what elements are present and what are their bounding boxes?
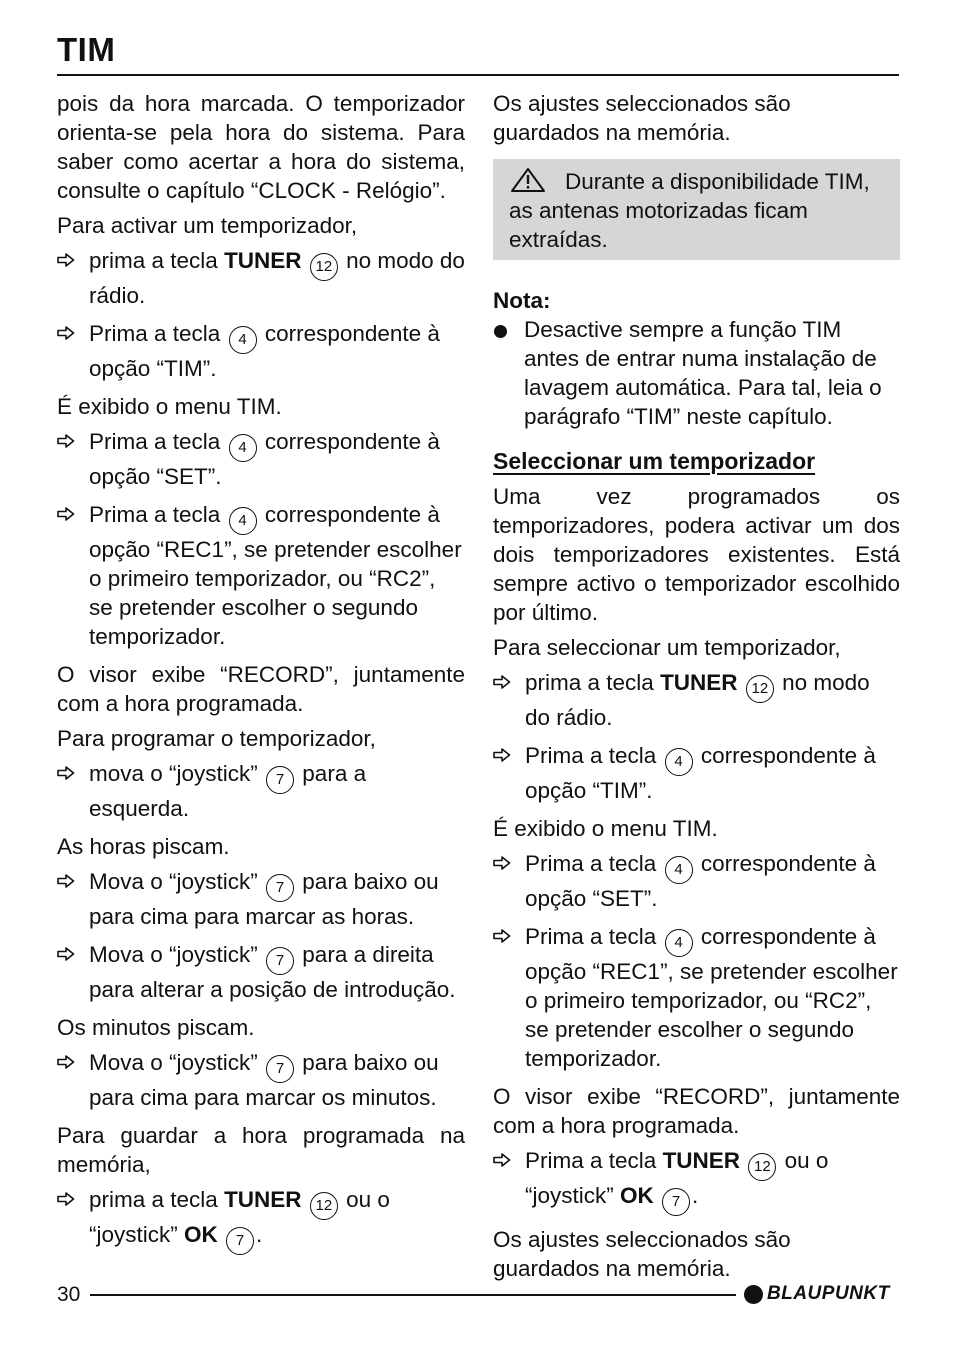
arrow-icon: [57, 759, 79, 788]
instruction-step: prima a tecla TUNER 12 no modo do rádio.: [57, 246, 465, 310]
paragraph: O visor exibe “RECORD”, juntamente com a hora programada.: [57, 662, 465, 716]
bullet-icon: [494, 325, 507, 338]
key-number: 4: [229, 326, 257, 354]
paragraph: Para programar o temporizador,: [57, 726, 376, 751]
paragraph: É exibido o menu TIM.: [493, 816, 718, 841]
arrow-icon: [493, 922, 515, 951]
arrow-icon: [57, 1185, 79, 1214]
arrow-icon: [493, 849, 515, 878]
instruction-step: Prima a tecla 4 correspondente à opção “TIM”.: [57, 319, 465, 383]
key-number: 4: [665, 856, 693, 884]
key-number: 7: [266, 874, 294, 902]
paragraph: Para guardar a hora programada na memória,: [57, 1123, 465, 1177]
section-heading: Seleccionar um temporizador: [493, 448, 816, 474]
key-number: 7: [662, 1188, 690, 1216]
arrow-icon: [57, 246, 79, 275]
key-number: 7: [266, 766, 294, 794]
paragraph: Os ajustes seleccionados são guardados na memória.: [493, 91, 791, 145]
arrow-icon: [57, 427, 79, 456]
right-column: [493, 89, 900, 1289]
key-number: 12: [310, 253, 338, 281]
arrow-icon: [57, 500, 79, 529]
note-bullet: Desactive sempre a função TIM antes de entrar numa instalação de lavagem automática. Para tal, leia o parágrafo “TIM” neste capítulo.: [493, 315, 900, 431]
left-column: [57, 89, 465, 1264]
instruction-step: mova o “joystick” 7 para a esquerda.: [57, 759, 465, 823]
instruction-step: Prima a tecla 4 correspondente à opção “SET”.: [493, 849, 900, 913]
key-number: 12: [746, 675, 774, 703]
instruction-step: prima a tecla TUNER 12 no modo do rádio.: [493, 668, 900, 732]
header-rule: [57, 74, 899, 76]
instruction-step: Mova o “joystick” 7 para baixo ou para cima para marcar as horas.: [57, 867, 465, 931]
instruction-step: Prima a tecla 4 correspondente à opção “REC1”, se pretender escolher o primeiro temporizador, ou “RC2”, se pretender escolher o segundo temporizador.: [493, 922, 900, 1073]
page-title: TIM: [57, 31, 116, 68]
key-number: 4: [665, 748, 693, 776]
brand-logo: [744, 1282, 890, 1306]
instruction-step: Prima a tecla 4 correspondente à opção “TIM”.: [493, 741, 900, 805]
key-number: 4: [229, 507, 257, 535]
arrow-icon: [57, 1048, 79, 1077]
key-number: 4: [229, 434, 257, 462]
arrow-icon: [493, 668, 515, 697]
instruction-step: Mova o “joystick” 7 para baixo ou para cima para marcar os minutos.: [57, 1048, 465, 1112]
footer-rule: [90, 1294, 736, 1296]
arrow-icon: [57, 867, 79, 896]
warning-icon: [509, 167, 547, 193]
note-title: Nota:: [493, 288, 551, 313]
key-number: 12: [310, 1192, 338, 1220]
paragraph: pois da hora marcada. O temporizador orienta-se pela hora do sistema. Para saber como acertar a hora do sistema, consulte o capítulo “CLOCK - Relógio”.: [57, 91, 465, 203]
key-number: 12: [748, 1153, 776, 1181]
key-number: 4: [665, 929, 693, 957]
arrow-icon: [57, 940, 79, 969]
paragraph: Os minutos piscam.: [57, 1015, 255, 1040]
paragraph: Para activar um temporizador,: [57, 213, 358, 238]
paragraph: As horas piscam.: [57, 834, 230, 859]
arrow-icon: [493, 1146, 515, 1175]
key-number: 7: [266, 947, 294, 975]
key-number: 7: [226, 1227, 254, 1255]
instruction-step: Prima a tecla 4 correspondente à opção “REC1”, se pretender escolher o primeiro temporizador, ou “RC2”, se pretender escolher o segundo temporizador.: [57, 500, 465, 651]
instruction-step: prima a tecla TUNER 12 ou o “joystick” OK 7 .: [57, 1185, 465, 1255]
brand-dot-icon: [744, 1285, 763, 1304]
key-number: 7: [266, 1055, 294, 1083]
page-number: 30: [57, 1283, 81, 1306]
paragraph: O visor exibe “RECORD”, juntamente com a hora programada.: [493, 1084, 900, 1138]
paragraph: Para seleccionar um temporizador,: [493, 635, 841, 660]
instruction-step: Prima a tecla 4 correspondente à opção “SET”.: [57, 427, 465, 491]
paragraph: Os ajustes seleccionados são guardados na memória.: [493, 1227, 791, 1281]
paragraph: Uma vez programados os temporizadores, podera activar um dos dois temporizadores existentes. Está sempre activo o temporizador escolhido por último.: [493, 484, 900, 625]
paragraph: É exibido o menu TIM.: [57, 394, 282, 419]
arrow-icon: [57, 319, 79, 348]
instruction-step: Mova o “joystick” 7 para a direita para alterar a posição de introdução.: [57, 940, 465, 1004]
warning-box: Durante a disponibilidade TIM, as antenas motorizadas ficam extraídas.: [493, 159, 900, 260]
instruction-step: Prima a tecla TUNER 12 ou o “joystick” OK 7 .: [493, 1146, 900, 1216]
brand-name: BLAUPUNKT: [767, 1283, 890, 1304]
arrow-icon: [493, 741, 515, 770]
